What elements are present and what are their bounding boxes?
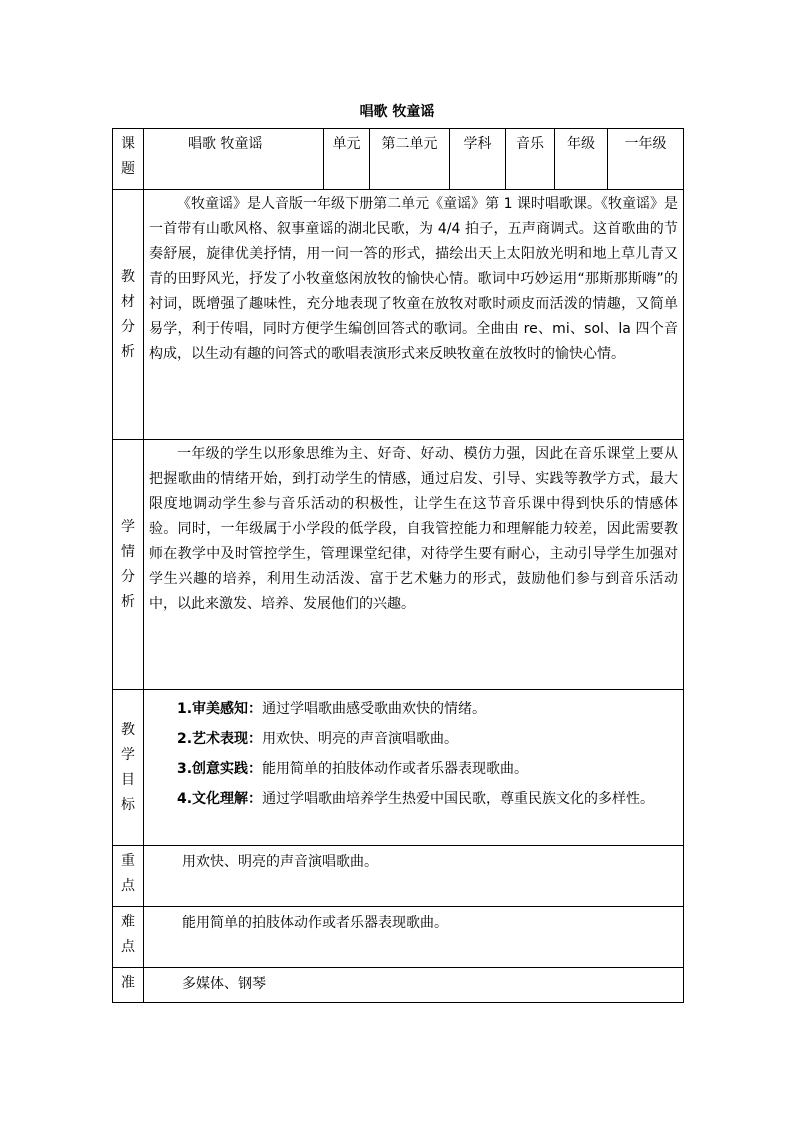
prep-text: 多媒体、钢琴: [144, 968, 684, 1003]
label-char: 学: [121, 746, 135, 763]
objective-key: 4.文化理解：: [177, 791, 263, 807]
prep-label: [113, 968, 144, 1003]
label-char: 教: [121, 721, 135, 738]
lesson-title-value: 唱歌 牧童谣: [144, 129, 324, 190]
label-char: 重: [121, 853, 135, 869]
label-char: 分: [121, 318, 135, 335]
objective-text: 能用简单的拍肢体动作或者乐器表现歌曲。: [262, 761, 529, 777]
key-point-label: [113, 846, 144, 907]
label-char: 目: [121, 771, 135, 788]
unit-label: 单元: [324, 129, 370, 190]
objective-text: 通过学唱歌曲培养学生热爱中国民歌，尊重民族文化的多样性。: [262, 791, 655, 807]
objective-text: 通过学唱歌曲感受歌曲欢快的情绪。: [262, 701, 487, 717]
label-char: 材: [121, 293, 135, 310]
label-char: 题: [121, 161, 135, 177]
prep-row: [113, 968, 684, 1003]
lesson-title-label: [113, 129, 144, 190]
difficulty-row: [113, 907, 684, 968]
objectives-list: [144, 690, 684, 846]
label-char: 难: [121, 914, 135, 930]
subject-label: 学科: [450, 129, 506, 190]
label-char: 分: [121, 568, 135, 585]
unit-value: 第二单元: [370, 129, 450, 190]
label-char: 课: [121, 136, 135, 152]
objective-key: 3.创意实践：: [177, 761, 263, 777]
objectives-label: [113, 690, 144, 846]
key-point-row: [113, 846, 684, 907]
label-char: 点: [121, 939, 135, 955]
label-char: 点: [121, 878, 135, 894]
page-title: 唱歌 牧童谣: [359, 104, 435, 120]
student-analysis-label: [113, 440, 144, 690]
objective-key: 1.审美感知：: [177, 701, 263, 717]
objective-key: 2.艺术表现：: [177, 731, 263, 747]
lesson-plan-table: [112, 128, 684, 1003]
subject-value: 音乐: [506, 129, 555, 190]
objectives-row: [113, 690, 684, 846]
students-row: [113, 440, 684, 690]
difficulty-label: [113, 907, 144, 968]
objective-item: [149, 754, 678, 784]
difficulty-text: 能用简单的拍肢体动作或者乐器表现歌曲。: [144, 907, 684, 968]
objective-item: [149, 784, 678, 814]
label-char: 教: [121, 268, 135, 285]
student-analysis-text: 一年级的学生以形象思维为主、好奇、好动、模仿力强，因此在音乐课堂上要从把握歌曲的情绪开始，到打动学生的情感，通过启发、引导、实践等教学方式，最大限度地调动学生参与音乐活动的积极性，让学生在这节音乐课中得到快乐的情感体验。同时，一年级属于小学段的低学段，自我管控能力和理解能力较差，因此需要教师在教学中及时管控学生，管理课堂纪律，对待学生要有耐心，主动引导学生加强对学生兴趣的培养，利用生动活泼、富于艺术魅力的形式，鼓励他们参与到音乐活动中，以此来激发、培养、发展他们的兴趣。: [144, 440, 684, 690]
label-char: 标: [121, 796, 135, 813]
label-char: 学: [121, 518, 135, 535]
label-char: 析: [121, 593, 135, 610]
objective-item: [149, 724, 678, 754]
label-char: 情: [121, 543, 135, 560]
material-analysis-label: [113, 190, 144, 440]
header-row: [113, 129, 684, 190]
objective-item: [149, 694, 678, 724]
label-char: 析: [121, 343, 135, 360]
label-char: 准: [121, 975, 135, 991]
material-analysis-text: 《牧童谣》是人音版一年级下册第二单元《童谣》第 1 课时唱歌课。《牧童谣》是一首带有山歌风格、叙事童谣的湖北民歌，为 4/4 拍子，五声商调式。这首歌曲的节奏舒展，旋律优美抒情，用一问一答的形式，描绘出天上太阳放光明和地上草儿青又青的田野风光，抒发了小牧童悠闲放牧的愉快心情。歌词中巧妙运用“那斯那斯嗨”的衬词，既增强了趣味性，充分地表现了牧童在放牧对歌时顽皮而活泼的情趣，又简单易学，利于传唱，同时方便学生编创回答式的歌词。全曲由 re、mi、sol、la 四个音构成，以生动有趣的问答式的歌唱表演形式来反映牧童在放牧时的愉快心情。: [144, 190, 684, 440]
grade-label: 年级: [555, 129, 608, 190]
objective-text: 用欢快、明亮的声音演唱歌曲。: [262, 731, 459, 747]
key-point-text: 用欢快、明亮的声音演唱歌曲。: [144, 846, 684, 907]
material-row: [113, 190, 684, 440]
grade-value: 一年级: [608, 129, 684, 190]
